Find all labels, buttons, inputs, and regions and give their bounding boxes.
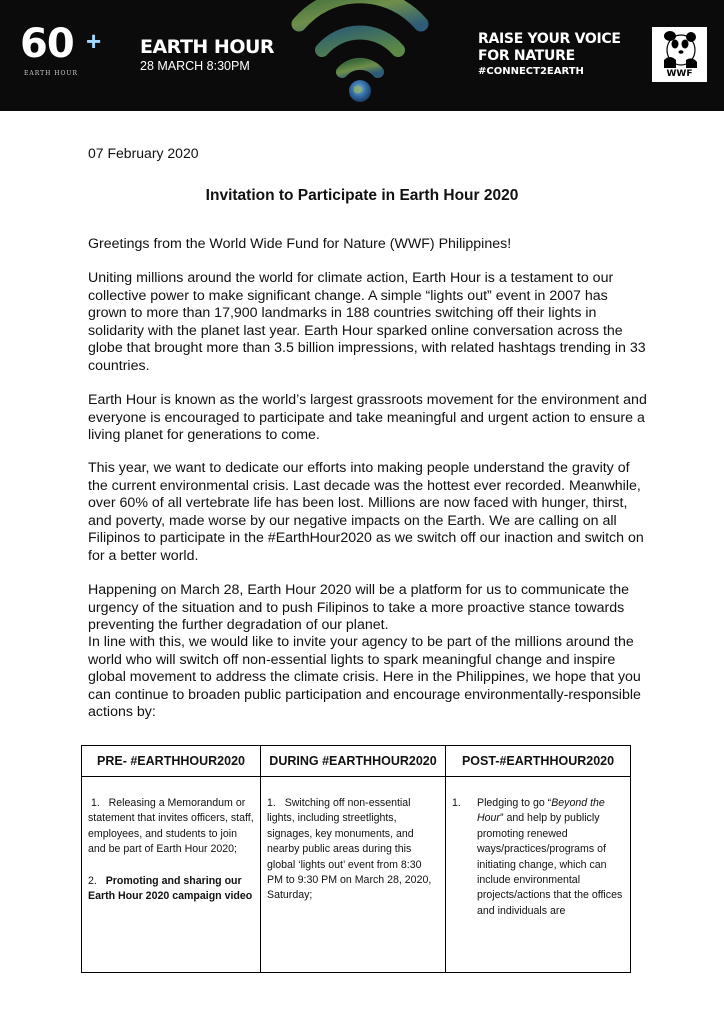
body-paragraph: This year, we want to dedicate our efforts into making people understand the gravity of the current environmental crisis. Last decade was the hottest ever recorded. Meanwhile, over 60% of all vertebrate life has been lost. Millions are now faced with hunger, thirst, and poverty, made worse by our negative impacts on the Earth. We are calling on all Filipinos to participate in the #EarthHour2020 as we switch off our inaction and switch on for a better world. [88,460,644,564]
pre-item-2 [88,874,254,905]
during-item-1 [267,796,439,904]
campaign-slogan [478,31,621,79]
body-paragraph: Happening on March 28, Earth Hour 2020 will be a platform for us to communicate the urgency of the situation and to push Filipinos to take a more proactive stance towards preventing the further degradation of our planet. [88,582,629,634]
item-text-italic: Beyond the Hour [477,797,605,825]
event-info [140,37,274,74]
during-cell [261,777,446,973]
item-number: 1. [267,797,276,809]
logo-plus: + [86,26,102,56]
actions-table [81,745,631,973]
body-paragraph: In line with this, we would like to invite your agency to be part of the millions around the world who will switch off non-essential lights to spark meaningful change and inspire global movement to address the climate crisis. Here in the Philippines, we hope that you can continue to broaden public participation and encourage environmentally-responsible actions by: [88,634,641,721]
item-text: Promoting and sharing our Earth Hour 2020 campaign video [88,874,253,903]
item-text-end: ” and help by publicly promoting renewed ways/practices/programs of initiating change, which can include environmental projects/actions that the offices and individuals are [477,812,623,917]
letter-date: 07 February 2020 [88,145,199,161]
item-text: Releasing a Memorandum or statement that invites officers, staff, employees, and students to join and be part of Earth Hour 2020; [88,797,254,856]
slogan-line-2: FOR NATURE [478,48,575,64]
post-item-1 [452,796,624,919]
event-date: 28 MARCH 8:30PM [140,59,250,73]
item-number: 2. [88,874,97,887]
header-pre: PRE- #EARTHHOUR2020 [82,746,261,777]
campaign-hashtag: #CONNECT2EARTH [478,66,584,77]
wwf-logo [652,27,707,82]
earth-hour-60-logo [20,21,102,77]
item-number: 1. [452,797,461,809]
body-paragraph: Uniting millions around the world for climate action, Earth Hour is a testament to our collective power to make significant change. A simple “lights out” event in 2007 has grown to more than 17,900 landmarks in 188 countries switching off their lights in solidarity with the planet last year. Earth Hour sparked online conversation across the globe that brought more than 3.5 billion impressions, with related hashtags trending in 33 countries. [88,270,646,374]
header-post: POST-#EARTHHOUR2020 [446,746,631,777]
wifi-earth-icon [285,0,435,104]
table-header-row [82,746,631,777]
logo-number: 60 [20,21,74,67]
letter-title: Invitation to Participate in Earth Hour 2020 [205,187,519,204]
table-row [82,777,631,973]
body-paragraph: Earth Hour is known as the world’s largest grassroots movement for the environment and everyone is encouraged to participate and take meaningful and urgent action to ensure a living planet for generations to come. [88,392,647,444]
pre-cell [82,777,261,973]
header-during: DURING #EARTHHOUR2020 [261,746,446,777]
panda-icon [660,30,699,68]
post-cell [446,777,631,973]
slogan-line-1: RAISE YOUR VOICE [478,31,621,47]
item-text-start: Pledging to go “ [477,797,552,809]
wwf-label: WWF [666,69,693,79]
item-text [477,796,624,919]
pre-item-1 [88,796,254,858]
logo-subtitle: EARTH HOUR [24,70,78,77]
item-number: 1. [90,797,100,809]
header-banner [0,0,724,111]
event-title: EARTH HOUR [140,36,275,58]
item-text: Switching off non-essential lights, including streetlights, signages, key monuments, and nearby public areas during this global ‘lights out’ event from 8:30 PM to 9:30 PM on March 28, 2020, Saturday; [267,797,432,902]
greeting-paragraph: Greetings from the World Wide Fund for Nature (WWF) Philippines! [88,236,512,252]
